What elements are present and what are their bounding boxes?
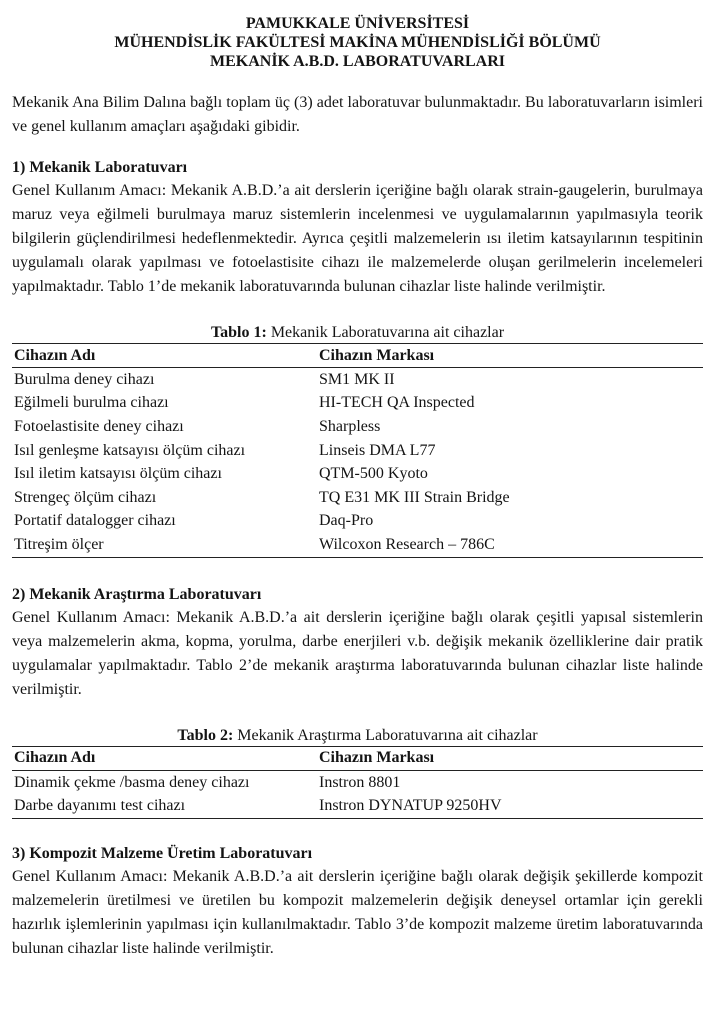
device-name-cell: Burulma deney cihazı [14, 370, 155, 388]
table-2-caption-text: Mekanik Araştırma Laboratuvarına ait cihazlar [233, 726, 538, 744]
device-name-cell: Eğilmeli burulma cihazı [14, 394, 169, 412]
table-row [12, 486, 703, 510]
device-name-cell: Titreşim ölçer [12, 533, 317, 557]
device-brand-cell: TQ E31 MK III Strain Bridge [319, 488, 510, 506]
table-header-row [12, 746, 703, 770]
table-2-caption [12, 726, 703, 746]
table-header-device-name: Cihazın Adı [12, 746, 317, 770]
device-name-cell: Isıl iletim katsayısı ölçüm cihazı [14, 465, 222, 483]
intro-paragraph: Mekanik Ana Bilim Dalına bağlı toplam üç (3) adet laboratuvar bulunmaktadır. Bu laboratuvarların isimleri ve genel kullanım amaçları aşağıdaki gibidir. [12, 94, 703, 135]
table-row [12, 439, 703, 463]
table-row [12, 510, 703, 534]
university-name: PAMUKKALE ÜNİVERSİTESİ [245, 15, 470, 32]
faculty-department: MÜHENDİSLİK FAKÜLTESİ MAKİNA MÜHENDİSLİĞİ BÖLÜMÜ [114, 34, 601, 51]
table-row [12, 392, 703, 416]
section-3-title: 3) Kompozit Malzeme Üretim Laboratuvarı [12, 844, 313, 862]
laboratories-title: MEKANİK A.B.D. LABORATUVARLARI [210, 53, 505, 70]
table-header-device-name: Cihazın Adı [12, 344, 317, 368]
table-row [12, 462, 703, 486]
table-row [12, 533, 703, 557]
table-2-caption-label: Tablo 2: [177, 726, 234, 744]
section-1-title: 1) Mekanik Laboratuvarı [12, 159, 188, 176]
table-row [12, 770, 703, 794]
section-3-text: Genel Kullanım Amacı: Mekanik A.B.D.’a ait derslerin içeriğine bağlı olarak değişik şekillerde kompozit malzemelerin üretilmesi ve üretilen bu kompozit malzemelerin değişik deneysel ortamlar için gerekli hazırlık işlemlerinin yapılması için kullanılmaktadır. Tablo 3’de kompozit malzeme üretim laboratuvarında bulunan cihazlar liste halinde verilmiştir. [12, 867, 703, 957]
section-2-title: 2) Mekanik Araştırma Laboratuvarı [12, 585, 262, 603]
device-brand-cell: Wilcoxon Research – 786C [317, 533, 703, 557]
device-brand-cell: SM1 MK II [319, 370, 395, 388]
device-name-cell: Strengeç ölçüm cihazı [14, 488, 157, 506]
device-name-cell: Fotoelastisite deney cihazı [14, 417, 184, 435]
table-header-row [12, 344, 703, 368]
table-1-caption-label: Tablo 1: [210, 324, 267, 341]
device-name-cell: Portatif datalogger cihazı [14, 512, 176, 530]
table-header-device-brand: Cihazın Markası [317, 746, 703, 770]
table-row [12, 368, 703, 392]
device-name-cell: Isıl genleşme katsayısı ölçüm cihazı [14, 441, 246, 459]
device-brand-cell: Daq-Pro [319, 512, 374, 530]
section-2-text: Genel Kullanım Amacı: Mekanik A.B.D.’a ait derslerin içeriğine bağlı olarak çeşitli yapısal sistemlerin veya malzemelerin akma, kopma, yorulma, darbe enerjileri v.b. değişik mekanik özelliklerine dair pratik uygulamalar yapılmaktadır. Tablo 2’de mekanik araştırma laboratuvarında bulunan cihazlar liste halinde verilmiştir. [12, 608, 703, 698]
table-1 [12, 343, 703, 558]
table-1-caption-text: Mekanik Laboratuvarına ait cihazlar [266, 324, 505, 341]
device-name-cell: Darbe dayanımı test cihazı [12, 794, 317, 818]
device-brand-cell: QTM-500 Kyoto [319, 465, 428, 483]
table-2 [12, 746, 703, 819]
device-brand-cell: HI-TECH QA Inspected [319, 394, 475, 412]
table-1-caption [12, 323, 703, 343]
section-1-text: Genel Kullanım Amacı: Mekanik A.B.D.’a ait derslerin içeriğine bağlı olarak strain-gaugelerin, burulmaya maruz veya eğilmeli burulmaya maruz sistemlerin incelenmesi ve uygulamalarının yapılmasıyla teorik bilgilerin güçlendirilmesi hedeflenmektedir. Ayrıca çeşitli malzemelerin ısı iletim katsayılarının tespitinin uygulamalı olarak yapılması ve fotoelastisite cihazı ile malzemelerde oluşan gerilmelerin incelemeleri yapılmaktadır. Tablo 1’de mekanik laboratuvarında bulunan cihazlar liste halinde verilmiştir. [12, 182, 703, 295]
table-header-device-brand: Cihazın Markası [317, 344, 703, 368]
device-brand-cell: Instron 8801 [319, 773, 401, 791]
table-row [12, 794, 703, 818]
table-row [12, 415, 703, 439]
device-brand-cell: Sharpless [319, 417, 381, 435]
device-brand-cell: Instron DYNATUP 9250HV [317, 794, 703, 818]
document-header [12, 14, 703, 71]
device-brand-cell: Linseis DMA L77 [319, 441, 436, 459]
device-name-cell: Dinamik çekme /basma deney cihazı [14, 773, 250, 791]
